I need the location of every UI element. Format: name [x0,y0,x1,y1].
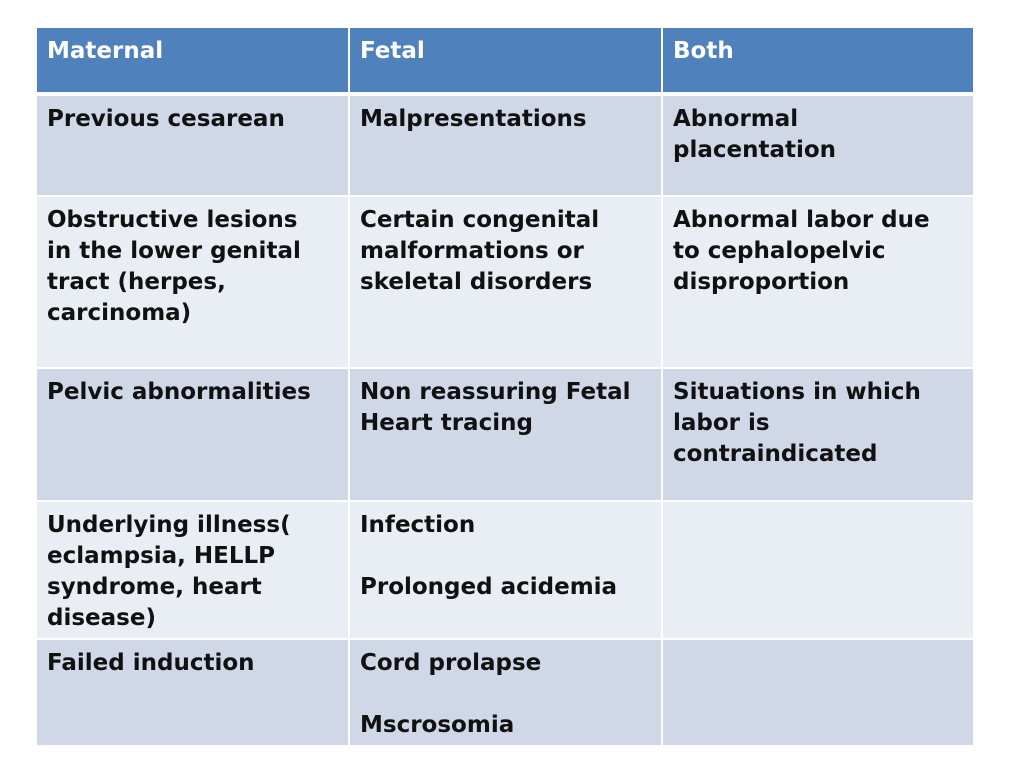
cell-text: Mscrosomia [360,712,515,738]
cell-text: Abnormal labor due [673,207,930,233]
cell-text: Malpresentations [360,106,587,132]
header-maternal: Maternal [36,27,349,94]
cell-fetal [349,639,662,746]
cell-maternal [36,196,349,368]
cell-text: labor is [673,410,770,436]
indications-table [35,26,975,747]
table-row [36,501,974,639]
table-header-row [36,27,974,94]
cell-text: Situations in which [673,379,921,405]
cell-fetal [349,94,662,196]
cell-fetal [349,501,662,639]
cell-maternal [36,368,349,501]
cell-text: disproportion [673,269,850,295]
cell-text: Heart tracing [360,410,533,436]
cell-text: Previous cesarean [47,106,285,132]
cell-text: Prolonged acidemia [360,574,618,600]
cell-text: disease) [47,605,156,631]
cell-text: Failed induction [47,650,255,676]
table-row [36,639,974,746]
cell-both-empty [662,501,974,639]
cell-both-empty [662,639,974,746]
cell-text: in the lower genital [47,238,301,264]
cell-both [662,94,974,196]
cell-text: to cephalopelvic [673,238,886,264]
cell-text: contraindicated [673,441,878,467]
cell-text: skeletal disorders [360,269,593,295]
cell-text: Certain congenital [360,207,600,233]
table-row [36,196,974,368]
cell-text: tract (herpes, [47,269,226,295]
cell-text: Infection [360,512,476,538]
cell-both [662,196,974,368]
cell-text: eclampsia, HELLP [47,543,276,569]
cell-text: malformations or [360,238,584,264]
table-row [36,94,974,196]
cell-text: carcinoma) [47,300,192,326]
line-gap [360,541,651,572]
cell-maternal [36,501,349,639]
cell-text: Pelvic abnormalities [47,379,311,405]
cell-maternal [36,94,349,196]
table-row [36,368,974,501]
cell-maternal [36,639,349,746]
cell-text: syndrome, heart [47,574,262,600]
cell-text: Abnormal [673,106,799,132]
header-fetal: Fetal [349,27,662,94]
cell-text: placentation [673,137,837,163]
indications-table-container [35,26,973,747]
cell-text: Non reassuring Fetal [360,379,631,405]
cell-fetal [349,196,662,368]
header-both: Both [662,27,974,94]
cell-text: Underlying illness( [47,512,291,538]
cell-text: Obstructive lesions [47,207,298,233]
cell-both [662,368,974,501]
cell-fetal [349,368,662,501]
line-gap [360,679,651,710]
cell-text: Cord prolapse [360,650,542,676]
